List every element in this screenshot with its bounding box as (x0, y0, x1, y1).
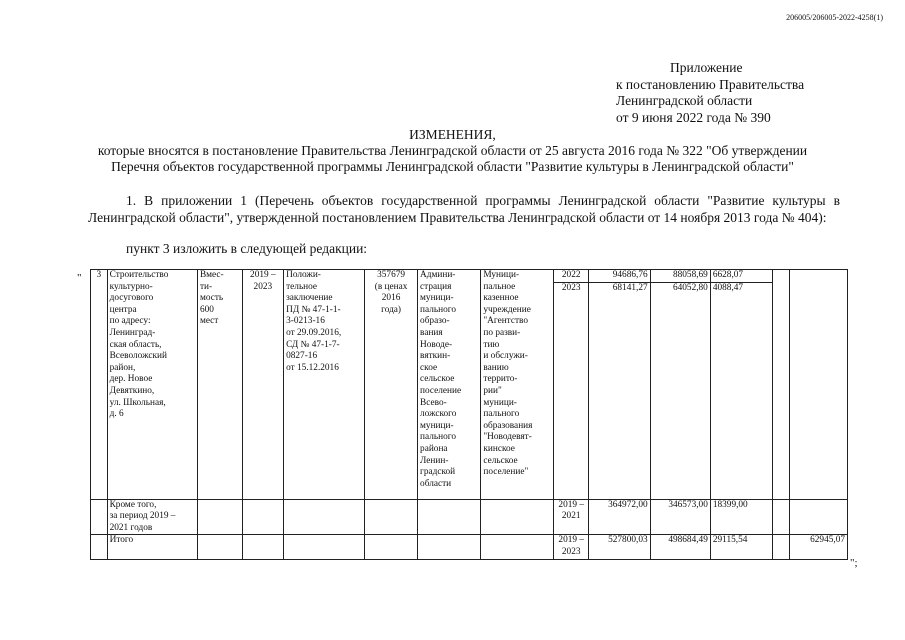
table-row (91, 270, 848, 283)
empty-cell (418, 535, 481, 559)
total-extra: 62945,07 (789, 535, 847, 559)
besides-total: 364972,00 (589, 499, 650, 535)
table-row (91, 499, 848, 535)
besides-year: 2019 – 2021 (554, 499, 589, 535)
closing-quote: "; (850, 557, 858, 569)
funding-total: 94686,76 (589, 270, 650, 283)
empty-cell (773, 535, 790, 559)
empty-cell (481, 499, 554, 535)
besides-regional: 346573,00 (650, 499, 710, 535)
row-number: 3 (91, 270, 108, 500)
object-name: Строительство культурно- досугового центра по адресу: Ленинград- ская область, Всеволожский район, дер. Новое Девяткино, ул. Школьная, д. 6 (107, 270, 197, 500)
empty-cell (197, 535, 242, 559)
funding-total: 68141,27 (589, 282, 650, 499)
subtitle-line-2: Перечня объектов государственной программы Ленинградской области "Развитие культуры в Ленинградской области" (111, 159, 794, 174)
funding-regional: 64052,80 (650, 282, 710, 499)
administration: Админи- страция муници- пального образо- вания Новоде- вяткин- ское сельское поселение Всево- ложского муници- пального района Ленин- градской области (418, 270, 481, 500)
empty-cell (789, 270, 847, 500)
appendix-line-4: от 9 июня 2022 года № 390 (616, 109, 771, 125)
customer: Муници- пальное казенное учреждение "Агентство по разви- тию и обслужи- ванию террито- рии" муници- пального образования "Новодевят- кинское сельское поселение" (481, 270, 554, 500)
document-title: ИЗМЕНЕНИЯ, (409, 127, 496, 142)
empty-cell (242, 535, 284, 559)
subtitle-line-1: которые вносятся в постановление Правительства Ленинградской области от 25 августа 2016 года № 322 "Об утверждении (97, 143, 808, 158)
document-id: 206005/206005-2022-4258(1) (786, 13, 883, 22)
empty-cell (481, 535, 554, 559)
empty-cell (773, 270, 790, 500)
empty-cell (284, 499, 365, 535)
empty-cell (91, 535, 108, 559)
total-label: Итого (107, 535, 197, 559)
besides-local: 18399,00 (710, 499, 772, 535)
appendix-block (616, 60, 804, 126)
empty-cell (789, 499, 847, 535)
funding-year: 2023 (554, 282, 589, 499)
estimated-cost: 357679 (в ценах 2016 года) (365, 270, 418, 500)
capacity: Вмес- ти- мость 600 мест (197, 270, 242, 500)
expertise: Положи- тельное заключение ПД № 47-1-1- 3-0213-16 от 29.09.2016, СД № 47-1-7- 0827-16 от 15.12.2016 (284, 270, 365, 500)
empty-cell (197, 499, 242, 535)
empty-cell (284, 535, 365, 559)
appendix-line-2: к постановлению Правительства (616, 76, 805, 92)
opening-quote: " (77, 272, 82, 284)
funding-local: 6628,07 (710, 270, 772, 283)
empty-cell (242, 499, 284, 535)
besides-label: Кроме того, за период 2019 – 2021 годов (107, 499, 197, 535)
appendix-line-1: Приложение (670, 60, 743, 75)
empty-cell (365, 535, 418, 559)
appendix-line-3: Ленинградской области (616, 93, 753, 108)
empty-cell (91, 499, 108, 535)
empty-cell (365, 499, 418, 535)
table-row (91, 535, 848, 559)
total-local: 29115,54 (710, 535, 772, 559)
empty-cell (418, 499, 481, 535)
funding-year: 2022 (554, 270, 589, 283)
empty-cell (773, 499, 790, 535)
total-sum: 527800,03 (589, 535, 650, 559)
paragraph-1: 1. В приложении 1 (Перечень объектов государственной программы Ленинградской области "Развитие культуры в Ленинградской области", утвержденной постановлением Правительства Ленинградской области от 14 ноября 2013 года № 404): (88, 193, 840, 225)
funding-local: 4088,47 (710, 282, 772, 499)
period: 2019 – 2023 (242, 270, 284, 500)
objects-table (90, 269, 848, 560)
total-regional: 498684,49 (650, 535, 710, 559)
paragraph-2: пункт 3 изложить в следующей редакции: (126, 241, 368, 256)
total-year: 2019 – 2023 (554, 535, 589, 559)
funding-regional: 88058,69 (650, 270, 710, 283)
